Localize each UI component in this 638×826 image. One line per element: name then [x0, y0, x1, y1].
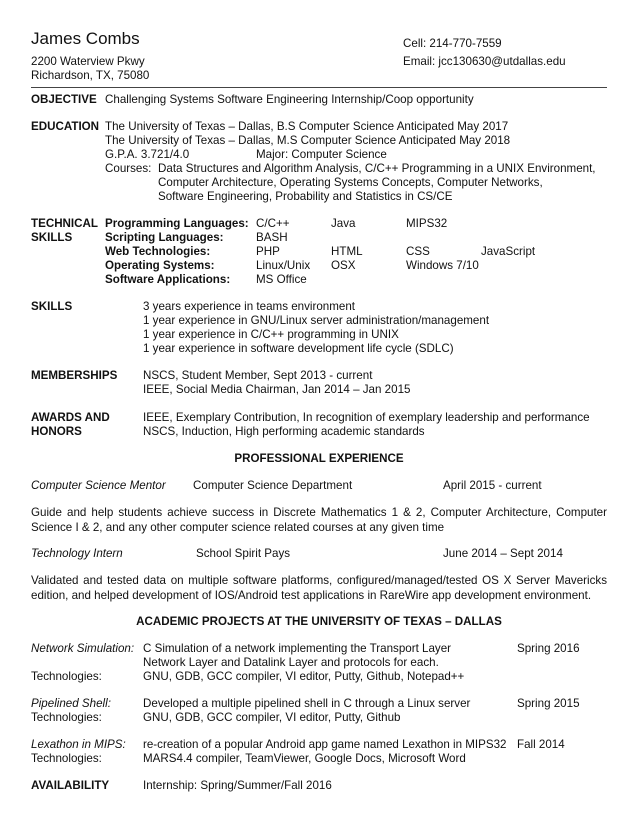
tech-value: MS Office: [256, 273, 307, 286]
education-courses-label: Courses:: [105, 162, 152, 175]
tech-category: Programming Languages:: [105, 217, 249, 230]
membership-item: IEEE, Social Media Chairman, Jan 2014 – Jan 2015: [143, 383, 411, 396]
tech-category: Software Applications:: [105, 273, 231, 286]
tech-value: PHP: [256, 245, 280, 258]
award-item: IEEE, Exemplary Contribution, In recognition of exemplary leadership and performance: [143, 411, 590, 424]
job-title: Technology Intern: [31, 547, 123, 560]
tech-value: Windows 7/10: [406, 259, 479, 272]
projects-heading: ACADEMIC PROJECTS AT THE UNIVERSITY OF TEXAS – DALLAS: [136, 615, 502, 628]
membership-item: NSCS, Student Member, Sept 2013 - current: [143, 369, 373, 382]
education-major: Major: Computer Science: [256, 148, 387, 161]
tech-value: BASH: [256, 231, 288, 244]
availability-label: AVAILABILITY: [31, 779, 110, 792]
job-description: Validated and tested data on multiple software platforms, configured/managed/tested OS X Server Mavericks edition, and helped development of IOS/Android test applications in RareWire app development environment.: [31, 574, 607, 602]
education-degree-bs: The University of Texas – Dallas, B.S Computer Science Anticipated May 2017: [105, 120, 509, 133]
project-tech: MARS4.4 compiler, TeamViewer, Google Docs, Microsoft Word: [143, 752, 466, 765]
memberships-label: MEMBERSHIPS: [31, 369, 118, 382]
job-description: Guide and help students achieve success in Discrete Mathematics 1 & 2, Computer Architecture, Computer Science I & 2, and any other computer science related courses at any given time: [31, 506, 607, 534]
project-tech-label: Technologies:: [31, 752, 102, 765]
tech-value: Linux/Unix: [256, 259, 311, 272]
awards-label: AWARDS AND: [31, 411, 110, 424]
header-divider: [31, 87, 607, 88]
project-description-cont: Network Layer and Datalink Layer and protocols for each.: [143, 656, 439, 669]
experience-heading: PROFESSIONAL EXPERIENCE: [234, 452, 404, 465]
skill-item: 1 year experience in software development life cycle (SDLC): [143, 342, 454, 355]
tech-category: Scripting Languages:: [105, 231, 224, 244]
project-description: C Simulation of a network implementing the Transport Layer: [143, 642, 452, 655]
education-gpa: G.P.A. 3.721/4.0: [105, 148, 190, 161]
skill-item: 1 year experience in GNU/Linux server administration/management: [143, 314, 490, 327]
tech-value: MIPS32: [406, 217, 448, 230]
email: Email: jcc130630@utdallas.edu: [403, 55, 566, 68]
tech-value: Java: [331, 217, 356, 230]
project-tech: GNU, GDB, GCC compiler, VI editor, Putty, Github, Notepad++: [143, 670, 465, 683]
objective-label: OBJECTIVE: [31, 93, 97, 106]
project-title: Lexathon in MIPS:: [31, 738, 126, 751]
project-description: Developed a multiple pipelined shell in C through a Linux server: [143, 697, 471, 710]
project-description: re-creation of a popular Android app game named Lexathon in MIPS32: [143, 738, 507, 751]
education-courses-line-2: Computer Architecture, Operating Systems Concepts, Computer Networks,: [158, 176, 543, 189]
cell-phone: Cell: 214-770-7559: [403, 37, 502, 50]
skill-item: 1 year experience in C/C++ programming in UNIX: [143, 328, 399, 341]
objective-text: Challenging Systems Software Engineering Internship/Coop opportunity: [105, 93, 474, 106]
availability-text: Internship: Spring/Summer/Fall 2016: [143, 779, 332, 792]
job-date: April 2015 - current: [443, 479, 542, 492]
project-date: Spring 2016: [517, 642, 580, 655]
tech-value: CSS: [406, 245, 430, 258]
project-date: Spring 2015: [517, 697, 580, 710]
address-line-2: Richardson, TX, 75080: [31, 69, 150, 82]
project-tech: GNU, GDB, GCC compiler, VI editor, Putty, Github: [143, 711, 401, 724]
tech-category: Web Technologies:: [105, 245, 211, 258]
job-date: June 2014 – Sept 2014: [443, 547, 563, 560]
education-courses-line-1: Data Structures and Algorithm Analysis, C/C++ Programming in a UNIX Environment,: [158, 162, 596, 175]
technical-label: TECHNICAL: [31, 217, 98, 230]
honors-label: HONORS: [31, 425, 82, 438]
technical-label-skills: SKILLS: [31, 231, 73, 244]
candidate-name: James Combs: [31, 29, 140, 48]
education-label: EDUCATION: [31, 120, 100, 133]
project-tech-label: Technologies:: [31, 670, 102, 683]
skill-item: 3 years experience in teams environment: [143, 300, 356, 313]
skills-label: SKILLS: [31, 300, 73, 313]
job-org: School Spirit Pays: [196, 547, 291, 560]
tech-category: Operating Systems:: [105, 259, 215, 272]
tech-value: HTML: [331, 245, 363, 258]
address-line-1: 2200 Waterview Pkwy: [31, 55, 145, 68]
project-title: Network Simulation:: [31, 642, 135, 655]
award-item: NSCS, Induction, High performing academic standards: [143, 425, 425, 438]
project-tech-label: Technologies:: [31, 711, 102, 724]
tech-value: C/C++: [256, 217, 290, 230]
job-title: Computer Science Mentor: [31, 479, 166, 492]
job-org: Computer Science Department: [193, 479, 353, 492]
education-degree-ms: The University of Texas – Dallas, M.S Computer Science Anticipated May 2018: [105, 134, 511, 147]
project-title: Pipelined Shell:: [31, 697, 111, 710]
tech-value: JavaScript: [481, 245, 536, 258]
tech-value: OSX: [331, 259, 356, 272]
education-courses-line-3: Software Engineering, Probability and Statistics in CS/CE: [158, 190, 453, 203]
project-date: Fall 2014: [517, 738, 565, 751]
